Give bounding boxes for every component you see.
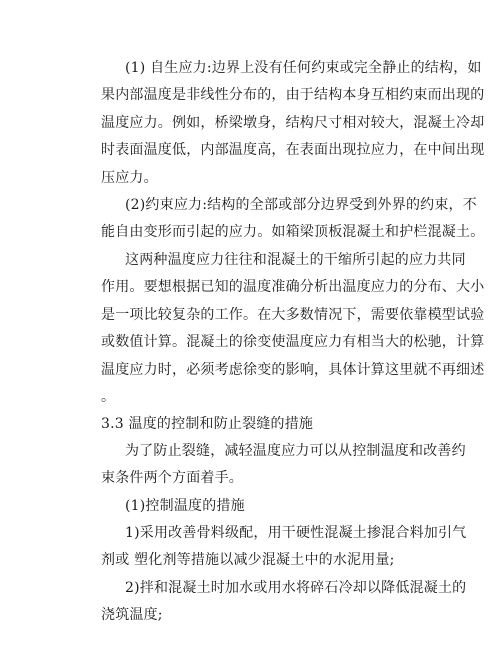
paragraph-constraint-stress (101, 192, 485, 247)
text-line: 时表面温度低，内部温度高，在表面出现拉应力，在中间出现 (101, 142, 485, 159)
text-line: 温度应力。例如，桥梁墩身，结构尺寸相对较大，混凝土冷却 (101, 114, 485, 131)
text-line: 浇筑温度; (101, 607, 163, 624)
text-line: 或数值计算。混凝土的徐变使温度应力有相当大的松驰，计算 (101, 334, 485, 351)
text-line: (2)约束应力:结构的全部或部分边界受到外界的约束，不 (125, 197, 477, 213)
text-line: 为了防止裂缝，减轻温度应力可以从控制温度和改善约 (125, 443, 466, 459)
text-line: 2)拌和混凝土时加水或用水将碎石冷却以降低混凝土的 (125, 580, 467, 596)
list-item-cooling-aggregate (101, 575, 467, 630)
text-line: 压应力。 (101, 169, 158, 186)
paragraph-prevent-cracks (101, 438, 466, 493)
list-item-aggregate-grading (101, 520, 467, 575)
text-line: 是一项比较复杂的工作。在大多数情况下，需要依靠模型试验 (101, 306, 485, 323)
section-title: 3.3 温度的控制和防止裂缝的措施 (101, 416, 314, 432)
text-line: 束条件两个方面着手。 (101, 470, 243, 487)
text-line: 1)采用改善骨料级配，用干硬性混凝土掺混合料加引气 (125, 525, 467, 541)
text-line: 作用。要想根据已知的温度准确分析出温度应力的分布、大小 (101, 279, 485, 296)
paragraph-stress-analysis (101, 247, 485, 411)
text-line: 果内部温度是非线性分布的，由于结构本身互相约束而出现的 (101, 87, 485, 104)
text-line: (1) 自生应力:边界上没有任何约束或完全静止的结构，如 (125, 60, 482, 76)
text-line: 能自由变形而引起的应力。如箱梁顶板混凝土和护栏混凝土。 (101, 224, 485, 241)
text-line: 温度应力时，必须考虑徐变的影响，具体计算这里就不再细述 (101, 361, 485, 378)
text-line: 剂或 塑化剂等措施以减少混凝土中的水泥用量; (101, 552, 395, 569)
paragraph-self-generated-stress (101, 55, 485, 192)
text-line: 这两种温度应力往往和混凝土的干缩所引起的应力共同 (125, 252, 466, 268)
text-line: 。 (101, 388, 116, 405)
section-heading (101, 411, 431, 438)
text-line: (1)控制温度的措施 (125, 498, 245, 514)
subheading-temperature-control (101, 493, 431, 520)
